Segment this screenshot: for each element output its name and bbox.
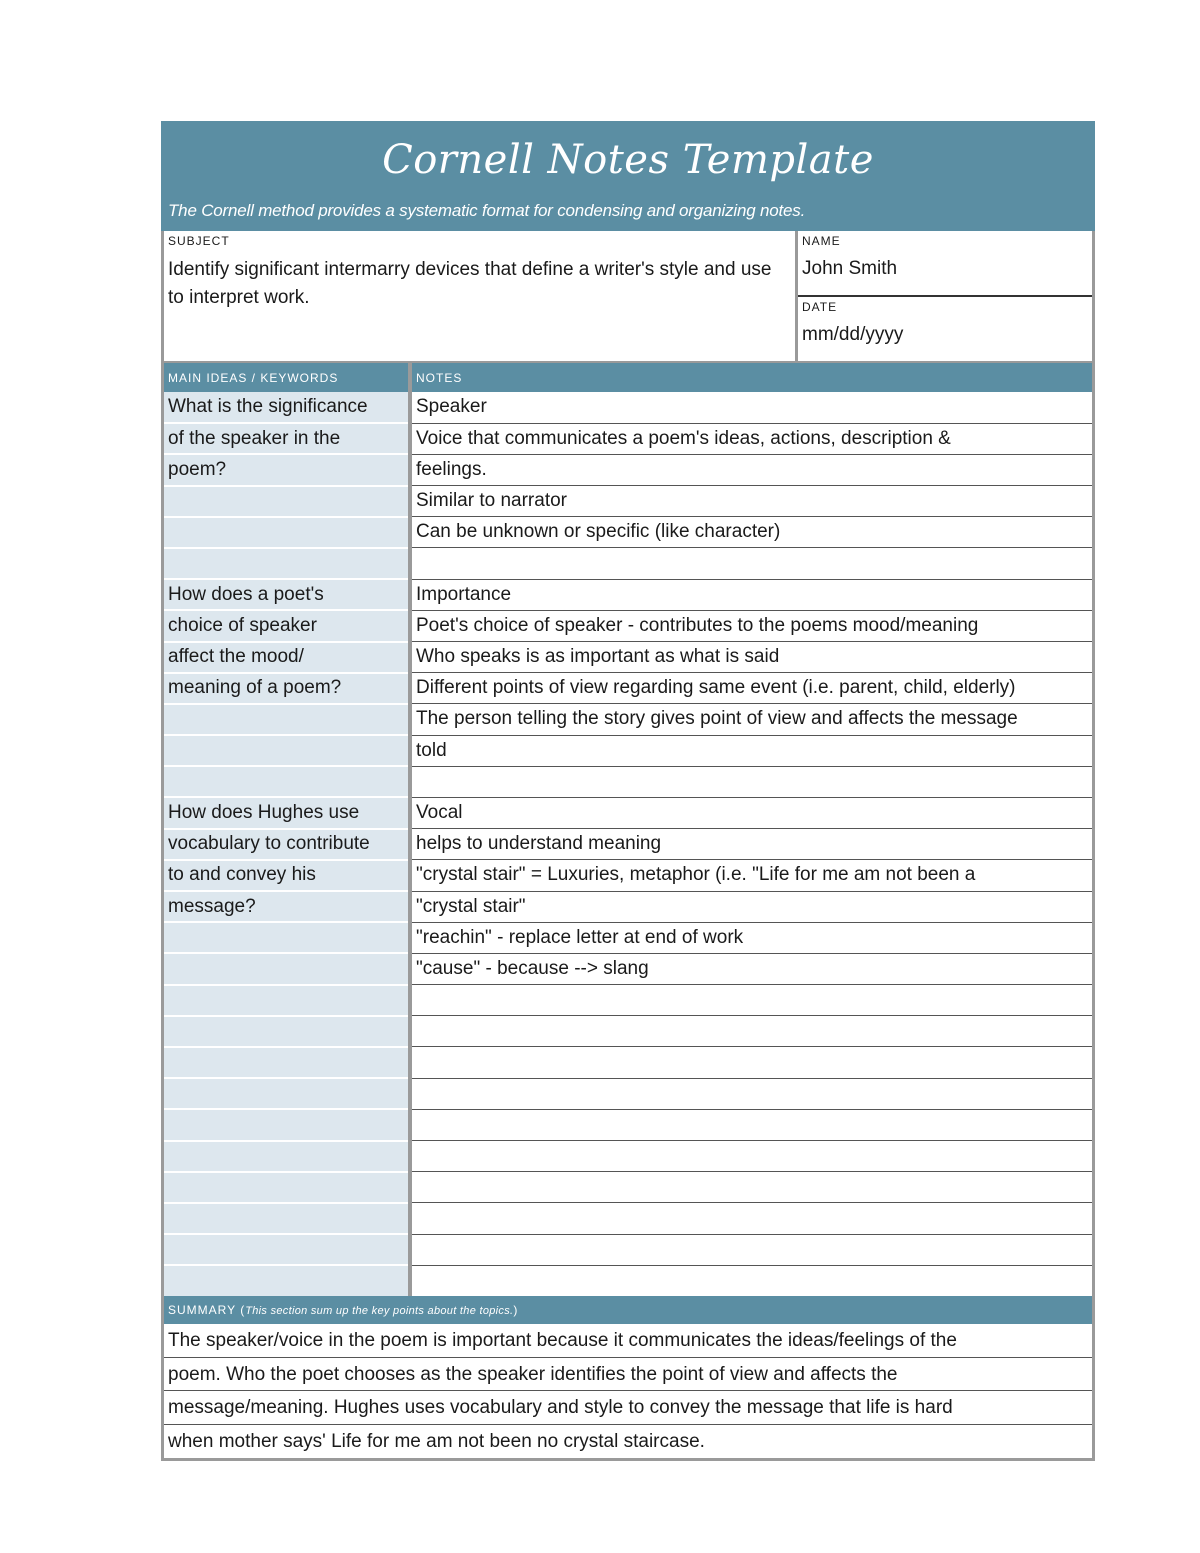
table-row (164, 423, 1092, 454)
keyword-cell[interactable] (164, 953, 410, 984)
keyword-cell[interactable]: What is the significance (164, 392, 410, 423)
keyword-cell[interactable]: poem? (164, 454, 410, 485)
keyword-cell[interactable]: meaning of a poem? (164, 673, 410, 704)
summary-hint: This section sum up the key points about the topics. (245, 1305, 514, 1318)
note-cell[interactable]: Similar to narrator (410, 486, 1092, 517)
subject-value[interactable]: Identify significant intermarry devices that define a writer's style and use to interpret work. (168, 259, 772, 308)
date-field[interactable] (798, 297, 1092, 361)
note-cell[interactable] (410, 1203, 1092, 1234)
table-row (164, 610, 1092, 641)
keyword-cell[interactable]: affect the mood/ (164, 642, 410, 673)
table-row (164, 392, 1092, 423)
table-row (164, 860, 1092, 891)
note-cell[interactable]: told (410, 735, 1092, 766)
table-row (164, 1203, 1092, 1234)
date-value[interactable]: mm/dd/yyyy (802, 324, 904, 345)
table-row (164, 642, 1092, 673)
page-subtitle: The Cornell method provides a systematic format for condensing and organizing notes. (168, 201, 806, 220)
table-row (164, 1234, 1092, 1265)
keyword-cell[interactable] (164, 1078, 410, 1109)
note-cell[interactable] (410, 1234, 1092, 1265)
cornell-notes-sheet (161, 121, 1095, 1461)
summary-header (164, 1296, 1092, 1324)
table-row (164, 454, 1092, 485)
note-cell[interactable] (410, 1265, 1092, 1296)
table-row (164, 1172, 1092, 1203)
table-row (164, 922, 1092, 953)
date-label: DATE (802, 300, 838, 314)
keyword-cell[interactable]: message? (164, 891, 410, 922)
table-row (164, 985, 1092, 1016)
keyword-cell[interactable] (164, 1172, 410, 1203)
note-cell[interactable]: "cause" - because --> slang (410, 953, 1092, 984)
table-row (164, 953, 1092, 984)
keyword-cell[interactable] (164, 1047, 410, 1078)
summary-label: SUMMARY ( (168, 1303, 246, 1318)
keyword-cell[interactable]: How does a poet's (164, 579, 410, 610)
note-cell[interactable] (410, 766, 1092, 797)
note-cell[interactable]: Can be unknown or specific (like character) (410, 517, 1092, 548)
table-row (164, 1047, 1092, 1078)
note-cell[interactable] (410, 1047, 1092, 1078)
notes-rows (164, 392, 1092, 1296)
note-cell[interactable] (410, 1016, 1092, 1047)
note-cell[interactable]: Speaker (410, 392, 1092, 423)
keyword-cell[interactable]: vocabulary to contribute (164, 829, 410, 860)
keyword-cell[interactable]: choice of speaker (164, 610, 410, 641)
summary-line[interactable]: when mother says' Life for me am not been no crystal staircase. (168, 1430, 705, 1452)
note-cell[interactable]: "reachin" - replace letter at end of work (410, 922, 1092, 953)
keyword-cell[interactable]: of the speaker in the (164, 423, 410, 454)
table-row (164, 579, 1092, 610)
note-cell[interactable] (410, 985, 1092, 1016)
summary-label-close: ) (513, 1303, 519, 1318)
table-row (164, 517, 1092, 548)
keyword-cell[interactable] (164, 1109, 410, 1140)
table-row (164, 1109, 1092, 1140)
note-cell[interactable]: The person telling the story gives point of view and affects the message (410, 704, 1092, 735)
keyword-cell[interactable] (164, 1141, 410, 1172)
note-cell[interactable]: "crystal stair" = Luxuries, metaphor (i.e. "Life for me am not been a (410, 860, 1092, 891)
notes-body (161, 231, 1095, 1461)
table-row (164, 1078, 1092, 1109)
keyword-cell[interactable]: How does Hughes use (164, 797, 410, 828)
keyword-cell[interactable] (164, 548, 410, 579)
header-band (161, 121, 1095, 231)
name-value[interactable]: John Smith (802, 258, 898, 279)
keyword-cell[interactable] (164, 1016, 410, 1047)
keyword-cell[interactable] (164, 486, 410, 517)
subject-field[interactable] (164, 231, 798, 361)
table-row (164, 1141, 1092, 1172)
note-cell[interactable] (410, 1172, 1092, 1203)
table-row (164, 735, 1092, 766)
note-cell[interactable]: Different points of view regarding same event (i.e. parent, child, elderly) (410, 673, 1092, 704)
table-row (164, 1265, 1092, 1296)
keyword-cell[interactable]: to and convey his (164, 860, 410, 891)
note-cell[interactable]: Importance (410, 579, 1092, 610)
keywords-column-header: MAIN IDEAS / KEYWORDS (164, 363, 410, 392)
keyword-cell[interactable] (164, 735, 410, 766)
keyword-cell[interactable] (164, 985, 410, 1016)
table-row (164, 486, 1092, 517)
keyword-cell[interactable] (164, 517, 410, 548)
keyword-cell[interactable] (164, 704, 410, 735)
summary-line[interactable]: message/meaning. Hughes uses vocabulary and style to convey the message that life is hard (164, 1391, 1092, 1425)
note-cell[interactable] (410, 1141, 1092, 1172)
summary-line[interactable]: The speaker/voice in the poem is important because it communicates the ideas/feelings of the (164, 1324, 1092, 1358)
table-row (164, 704, 1092, 735)
keyword-cell[interactable] (164, 1265, 410, 1296)
table-row (164, 797, 1092, 828)
table-row (164, 891, 1092, 922)
note-cell[interactable]: feelings. (410, 454, 1092, 485)
table-row (164, 548, 1092, 579)
table-row (164, 1016, 1092, 1047)
keyword-cell[interactable] (164, 1203, 410, 1234)
note-cell[interactable] (410, 1109, 1092, 1140)
keyword-cell[interactable] (164, 1234, 410, 1265)
note-cell[interactable] (410, 548, 1092, 579)
keyword-cell[interactable] (164, 766, 410, 797)
note-cell[interactable]: Who speaks is as important as what is said (410, 642, 1092, 673)
note-cell[interactable]: "crystal stair" (410, 891, 1092, 922)
subject-label: SUBJECT (168, 234, 230, 248)
table-row (164, 829, 1092, 860)
note-cell[interactable]: Vocal (410, 797, 1092, 828)
name-field[interactable] (798, 231, 1092, 297)
note-cell[interactable]: helps to understand meaning (410, 829, 1092, 860)
page-title: Cornell Notes Template (382, 137, 874, 183)
table-row (164, 673, 1092, 704)
table-row (164, 766, 1092, 797)
note-cell[interactable] (410, 1078, 1092, 1109)
note-cell[interactable]: Voice that communicates a poem's ideas, actions, description & (410, 423, 1092, 454)
summary-line[interactable]: poem. Who the poet chooses as the speaker identifies the point of view and affects the (164, 1358, 1092, 1392)
keyword-cell[interactable] (164, 922, 410, 953)
notes-column-header: NOTES (410, 363, 1092, 392)
summary-body[interactable] (164, 1324, 1092, 1458)
name-date-column (798, 231, 1092, 361)
name-label: NAME (802, 234, 841, 248)
info-section (164, 231, 1092, 363)
notes-table (164, 363, 1092, 1296)
note-cell[interactable]: Poet's choice of speaker - contributes to the poems mood/meaning (410, 610, 1092, 641)
